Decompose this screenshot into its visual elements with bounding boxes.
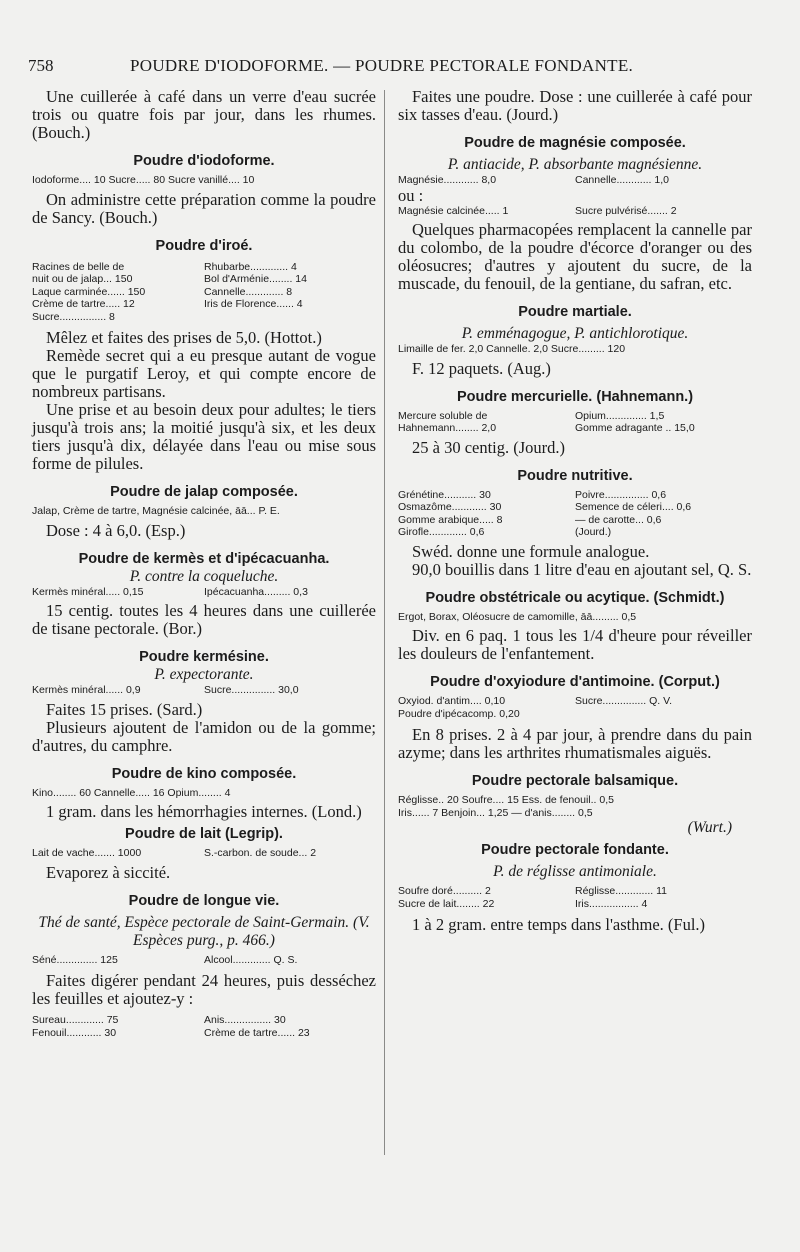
section-title-balsamique: Poudre pectorale balsamique.	[471, 773, 679, 789]
formula-line: Oxyiod. d'antim.... 0,10	[398, 695, 506, 707]
text-lait: Evaporez à siccité.	[46, 862, 171, 882]
formula-line: Iris de Florence...... 4	[204, 298, 303, 310]
formula-fondante	[398, 885, 752, 910]
formula-line: Opium.............. 1,5	[575, 409, 665, 422]
formula-line: Iris...... 7 Benjoin... 1,25 — d'anis........ 0,5	[398, 806, 593, 819]
section-title-iodoforme: Poudre d'iodoforme.	[133, 153, 275, 169]
formula-line: Sucre pulvérisé....... 2	[575, 204, 677, 217]
formula-line: Sucre............... Q. V.	[575, 695, 673, 707]
subtitle-fondante: P. de réglisse antimoniale.	[493, 863, 657, 880]
formula-line: Crème de tartre...... 23	[204, 1026, 310, 1039]
formula-nutritive	[398, 489, 752, 539]
text-kermesine-1: Faites 15 prises. (Sard.)	[46, 699, 203, 719]
formula-line: Kermès minéral..... 0,15	[32, 585, 144, 598]
formula-line: Kermès minéral...... 0,9	[32, 684, 141, 696]
text-iroe-2: Remède secret qui a eu presque autant de vogue que le purgatif Leroy, et qui compte encore de nombreux partisans.	[32, 346, 376, 401]
subtitle-magnesie: P. antiacide, P. absorbante magnésienne.	[447, 156, 703, 173]
intro-text-right: Faites une poudre. Dose : une cuillerée à café pour six tasses d'eau. (Jourd.)	[398, 87, 752, 124]
formula-line: Sucre............... 30,0	[204, 684, 299, 696]
formula-martiale: Limaille de fer. 2,0 Cannelle. 2,0 Sucre......... 120	[398, 343, 626, 355]
formula-line: Semence de céleri.... 0,6	[575, 501, 692, 513]
section-title-kino: Poudre de kino composée.	[111, 765, 297, 782]
section-title-oxyiodure: Poudre d'oxyiodure d'antimoine. (Corput.)	[430, 674, 720, 690]
left-column	[32, 88, 376, 1039]
formula-line: Hahnemann........ 2,0	[398, 422, 497, 434]
column-divider	[384, 90, 385, 1155]
section-title-mercurielle: Poudre mercurielle. (Hahnemann.)	[456, 388, 694, 405]
formula-line: Gomme adragante .. 15,0	[575, 422, 695, 434]
text-mercurielle: 25 à 30 centig. (Jourd.)	[412, 437, 566, 457]
text-longue-vie: Faites digérer pendant 24 heures, puis desséchez les feuilles et ajoutez-y :	[32, 971, 376, 1008]
subtitle-longue-vie: Thé de santé, Espèce pectorale de Saint-Germain. (V. Espèces purg., p. 466.)	[38, 913, 370, 949]
section-title-lait: Poudre de lait (Legrip).	[125, 826, 283, 842]
section-title-longue-vie: Poudre de longue vie.	[128, 892, 280, 909]
formula-line: Poudre d'ipécacomp. 0,20	[398, 707, 520, 720]
subtitle-kermes-ipeca: P. contre la coqueluche.	[129, 567, 279, 585]
formula-oxyiodure	[398, 695, 752, 720]
formula-line: Magnésie calcinée..... 1	[398, 204, 509, 217]
formula-longue-vie	[32, 954, 376, 967]
running-header	[28, 56, 766, 82]
section-title-martiale: Poudre martiale.	[518, 304, 632, 320]
text-martiale: F. 12 paquets. (Aug.)	[412, 358, 551, 378]
formula-line: Cannelle............ 1,0	[575, 174, 669, 186]
ou-text: ou :	[398, 185, 424, 205]
text-iodoforme: On administre cette préparation comme la poudre de Sancy. (Bouch.)	[32, 189, 376, 227]
formula-lait	[32, 847, 376, 860]
formula-line: Cannelle............. 8	[204, 285, 293, 298]
formula-kermesine	[32, 684, 376, 697]
formula-line: Réglisse............. 11	[575, 885, 668, 897]
formula-line: Rhubarbe............. 4	[204, 260, 297, 273]
formula-line: Ipécacuanha......... 0,3	[204, 585, 308, 598]
section-title-kermes-ipeca: Poudre de kermès et d'ipécacuanha.	[78, 550, 330, 567]
running-title: POUDRE D'IODOFORME. — POUDRE PECTORALE FONDANTE.	[130, 56, 634, 75]
formula-line: nuit ou de jalap... 150	[32, 273, 133, 285]
subtitle-kermesine: P. expectorante.	[154, 666, 254, 683]
text-nutritive-1: Swéd. donne une formule analogue.	[412, 541, 650, 561]
intro-text: Une cuillerée à café dans un verre d'eau sucrée trois ou quatre fois par jour, dans les rhumes. (Bouch.)	[32, 87, 376, 142]
text-kermesine-2: Plusieurs ajoutent de l'amidon ou de la gomme; d'autres, du camphre.	[32, 717, 376, 755]
formula-line: Mercure soluble de	[398, 409, 488, 422]
formula-line: Alcool............. Q. S.	[204, 953, 298, 966]
formula-line: Laque carminée...... 150	[32, 285, 146, 298]
formula-line: S.-carbon. de soude... 2	[204, 847, 317, 859]
formula-line: Iris................. 4	[575, 897, 648, 910]
formula-iodoforme: Iodoforme.... 10 Sucre..... 80 Sucre vanillé.... 10	[32, 174, 255, 186]
formula-line: Osmazôme............ 30	[398, 501, 502, 513]
page-number: 758	[28, 56, 54, 75]
formula-line: Poivre............... 0,6	[575, 488, 667, 501]
section-title-jalap: Poudre de jalap composée.	[110, 484, 298, 500]
source-balsamique: (Wurt.)	[687, 819, 732, 836]
formula-line: Sureau............. 75	[32, 1014, 119, 1026]
formula-obstetricale: Ergot, Borax, Oléosucre de camomille, āā......... 0,5	[398, 610, 637, 623]
text-magnesie: Quelques pharmacopées remplacent la cannelle par du colombo, de la poudre d'écorce d'oranger ou des oléosucres; d'autres y ajoutent du sucre, de la muscade, du fenouil, de la gentiane, du safran, etc.	[398, 220, 752, 293]
section-title-kermesine: Poudre kermésine.	[139, 649, 269, 665]
formula-line: Girofle............. 0,6	[398, 526, 485, 538]
formula-line: — de carotte... 0,6	[575, 513, 662, 526]
formula-jalap: Jalap, Crème de tartre, Magnésie calcinée, āā... P. E.	[32, 505, 280, 517]
text-nutritive-2: 90,0 bouillis dans 1 litre d'eau en ajoutant sel, Q. S.	[412, 559, 752, 579]
text-iroe-3: Une prise et au besoin deux pour adultes; le tiers jusqu'à trois ans; la moitié jusqu'à six, et les deux tiers jusqu'à dix, délayée dans l'eau ou mise sous forme de pilules.	[32, 400, 376, 473]
right-column	[398, 88, 752, 934]
formula-line: Bol d'Arménie........ 14	[204, 273, 307, 285]
formula-line: Crème de tartre..... 12	[32, 298, 135, 310]
formula-mercurielle	[398, 410, 752, 435]
text-fondante: 1 à 2 gram. entre temps dans l'asthme. (Ful.)	[412, 915, 706, 934]
formula-line: Racines de belle de	[32, 260, 125, 273]
formula-magnesie	[398, 174, 752, 187]
text-iroe-1: Mêlez et faites des prises de 5,0. (Hottot.)	[46, 328, 322, 347]
text-oxyiodure: En 8 prises. 2 à 4 par jour, à prendre dans du pain azyme; dans les arthrites rhumatismales aiguës.	[398, 725, 752, 762]
formula-line: Soufre doré.......... 2	[398, 885, 491, 897]
formula-line: Sucre................ 8	[32, 310, 115, 323]
section-title-magnesie: Poudre de magnésie composée.	[464, 135, 686, 151]
formula-kino: Kino........ 60 Cannelle..... 16 Opium........ 4	[32, 786, 231, 799]
dose-jalap: Dose : 4 à 6,0. (Esp.)	[46, 520, 186, 540]
section-title-obstetricale: Poudre obstétricale ou acytique. (Schmidt.)	[425, 589, 725, 606]
formula-line: Réglisse.. 20 Soufre.... 15 Ess. de fenouil.. 0,5	[398, 794, 614, 806]
formula-line: Grénétine........... 30	[398, 488, 491, 501]
formula-line: Sucre de lait........ 22	[398, 897, 495, 910]
formula-line: Séné.............. 125	[32, 953, 118, 966]
formula-line: Magnésie............ 8,0	[398, 174, 497, 186]
formula-iroe	[32, 261, 376, 324]
subtitle-martiale: P. emménagogue, P. antichlorotique.	[461, 325, 689, 342]
formula-line: Lait de vache....... 1000	[32, 847, 142, 859]
formula-line: Anis................ 30	[204, 1014, 286, 1026]
section-title-iroe: Poudre d'iroé.	[155, 237, 253, 254]
text-kermes-ipeca: 15 centig. toutes les 4 heures dans une cuillerée de tisane pectorale. (Bor.)	[32, 601, 376, 638]
formula-longue-vie-2	[32, 1014, 376, 1039]
formula-line: Fenouil............ 30	[32, 1026, 117, 1039]
text-kino: 1 gram. dans les hémorrhagies internes. (Lond.)	[46, 802, 362, 821]
formula-line: (Jourd.)	[575, 526, 612, 538]
formula-line: Gomme arabique..... 8	[398, 513, 503, 526]
section-title-fondante: Poudre pectorale fondante.	[481, 842, 669, 858]
section-title-nutritive: Poudre nutritive.	[517, 467, 633, 484]
formula-magnesie-2	[398, 205, 752, 218]
text-obstetricale: Div. en 6 paq. 1 tous les 1/4 d'heure pour réveiller les douleurs de l'enfantement.	[398, 626, 752, 663]
formula-kermes-ipeca	[32, 586, 376, 599]
